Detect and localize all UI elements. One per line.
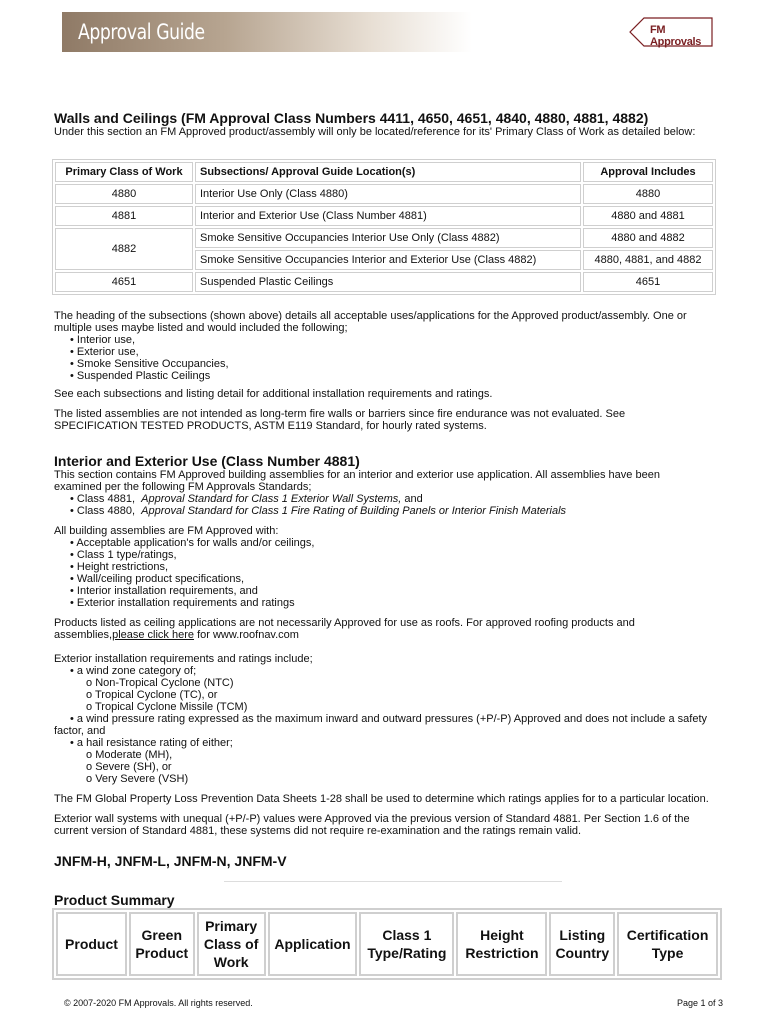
approval-guide-banner	[62, 12, 472, 52]
list-item: • a wind zone category of;	[70, 665, 722, 677]
assemblies-paragraph-line: SPECIFICATION TESTED PRODUCTS, ASTM E119 Standard, for hourly rated systems.	[54, 420, 487, 432]
standard-class: Class 4880,	[76, 505, 142, 517]
table-row	[55, 206, 713, 226]
table-cell: 4880	[583, 184, 713, 204]
list-item: • Suspended Plastic Ceilings	[70, 370, 722, 382]
approved-with-list	[54, 537, 722, 609]
standard-name: Approval Standard for Class 1 Fire Rating of Building Panels or Interior Finish Materials	[141, 505, 567, 517]
exterior-list	[54, 665, 722, 677]
roof-paragraph-line	[54, 629, 722, 641]
table-cell: 4651	[55, 272, 193, 292]
logo-text: FM Approvals	[650, 24, 702, 48]
table-header: Primary Class of Work	[55, 162, 193, 182]
summary-header: Primary Class of Work	[197, 912, 266, 976]
table-cell: Interior Use Only (Class 4880)	[195, 184, 581, 204]
table-cell: Smoke Sensitive Occupancies Interior and Exterior Use (Class 4882)	[195, 250, 581, 270]
table-cell: 4651	[583, 272, 713, 292]
table-header: Approval Includes	[583, 162, 713, 182]
list-item: • Acceptable application's for walls and/or ceilings,	[70, 537, 722, 549]
datasheets-paragraph: The FM Global Property Loss Prevention Data Sheets 1-28 shall be used to determine which ratings applies for to a particular location.	[54, 793, 709, 805]
summary-header: Listing Country	[549, 912, 615, 976]
product-summary-title: Product Summary	[54, 892, 175, 908]
list-item: • Exterior use,	[70, 346, 722, 358]
wind-zone-list	[54, 677, 722, 713]
unequal-paragraph-line: Exterior wall systems with unequal (+P/-P) values were Approved via the previous version of Standard 4881. Per Section 1.6 of the	[54, 813, 690, 825]
summary-header: Product	[56, 912, 127, 976]
exterior-list	[54, 713, 722, 725]
wind-pressure-continuation: factor, and	[54, 725, 106, 737]
list-item: • a hail resistance rating of either;	[70, 737, 722, 749]
exterior-list	[54, 737, 722, 749]
subsection-table	[52, 159, 716, 295]
standard-class: Class 4881,	[76, 493, 142, 505]
summary-header: Class 1 Type/Rating	[359, 912, 454, 976]
uses-paragraph-line: multiple uses maybe listed and would included the following;	[54, 322, 348, 334]
section-intro-line: This section contains FM Approved building assemblies for an interior and exterior use application. All assemblies have been	[54, 469, 660, 481]
list-item: • Interior installation requirements, and	[70, 585, 722, 597]
list-item: • Smoke Sensitive Occupancies,	[70, 358, 722, 370]
list-item: o Severe (SH), or	[86, 761, 722, 773]
list-item: • Wall/ceiling product specifications,	[70, 573, 722, 585]
section-title-interior-exterior: Interior and Exterior Use (Class Number 4881)	[54, 453, 360, 469]
table-row	[55, 272, 713, 292]
table-row	[55, 228, 713, 248]
table-cell: 4880, 4881, and 4882	[583, 250, 713, 270]
summary-header: Certification Type	[617, 912, 718, 976]
approved-with-label: All building assemblies are FM Approved with:	[54, 525, 279, 537]
banner-title: Approval Guide	[78, 20, 205, 44]
roof-paragraph-line: Products listed as ceiling applications are not necessarily Approved for use as roofs. For approved roofing products and	[54, 617, 635, 629]
table-cell: Smoke Sensitive Occupancies Interior Use Only (Class 4882)	[195, 228, 581, 248]
list-item	[70, 493, 722, 505]
table-cell: 4882	[55, 228, 193, 270]
list-item: o Moderate (MH),	[86, 749, 722, 761]
list-item: o Very Severe (VSH)	[86, 773, 722, 785]
summary-header-row	[56, 912, 718, 976]
list-item: • Exterior installation requirements and ratings	[70, 597, 722, 609]
fm-approvals-logo	[628, 16, 714, 48]
list-item: • Height restrictions,	[70, 561, 722, 573]
standard-name: Approval Standard for Class 1 Exterior Wall Systems,	[141, 493, 402, 505]
section-title-walls-ceilings: Walls and Ceilings (FM Approval Class Numbers 4411, 4650, 4651, 4840, 4880, 4881, 4882)	[54, 110, 649, 126]
list-item: • Interior use,	[70, 334, 722, 346]
uses-paragraph-line: The heading of the subsections (shown above) details all acceptable uses/applications for the Approved product/assembly. One or	[54, 310, 687, 322]
product-codes-title: JNFM-H, JNFM-L, JNFM-N, JNFM-V	[54, 853, 287, 869]
copyright-text: © 2007-2020 FM Approvals. All rights reserved.	[64, 998, 253, 1008]
list-item: o Non-Tropical Cyclone (NTC)	[86, 677, 722, 689]
list-item: • Class 1 type/ratings,	[70, 549, 722, 561]
unequal-paragraph-line: current version of Standard 4881, these systems did not require re-examination and the ratings remain valid.	[54, 825, 582, 837]
table-cell: 4881	[55, 206, 193, 226]
roofnav-link[interactable]: please click here	[112, 629, 195, 641]
subsection-paragraph: See each subsections and listing detail for additional installation requirements and ratings.	[54, 388, 493, 400]
roof-pre: assemblies,	[54, 629, 113, 641]
table-row	[55, 184, 713, 204]
assemblies-paragraph-line: The listed assemblies are not intended as long-term fire walls or barriers since fire endurance was not evaluated. See	[54, 408, 626, 420]
table-cell: 4880	[55, 184, 193, 204]
table-cell: Suspended Plastic Ceilings	[195, 272, 581, 292]
list-item: • a wind pressure rating expressed as the maximum inward and outward pressures (+P/-P) Approved and does not include a safety	[70, 713, 722, 725]
section-intro: Under this section an FM Approved product/assembly will only be located/reference for its' Primary Class of Work as detailed below:	[54, 126, 696, 138]
table-header: Subsections/ Approval Guide Location(s)	[195, 162, 581, 182]
page-number: Page 1 of 3	[677, 998, 724, 1008]
summary-header: Application	[268, 912, 358, 976]
exterior-label: Exterior installation requirements and ratings include;	[54, 653, 313, 665]
table-cell: 4880 and 4882	[583, 228, 713, 248]
hail-list	[54, 749, 722, 785]
list-item	[70, 505, 722, 517]
section-intro-line: examined per the following FM Approvals Standards;	[54, 481, 312, 493]
list-item: o Tropical Cyclone Missile (TCM)	[86, 701, 722, 713]
table-cell: Interior and Exterior Use (Class Number 4881)	[195, 206, 581, 226]
standards-list	[54, 493, 722, 517]
roof-post: for www.roofnav.com	[194, 629, 299, 641]
uses-list	[54, 334, 722, 382]
standard-suffix: and	[401, 493, 423, 505]
document-body	[54, 110, 722, 980]
product-summary-table	[52, 908, 722, 980]
list-item: o Tropical Cyclone (TC), or	[86, 689, 722, 701]
summary-header: Height Restriction	[456, 912, 547, 976]
summary-header: Green Product	[129, 912, 195, 976]
table-cell: 4880 and 4881	[583, 206, 713, 226]
table-header-row	[55, 162, 713, 182]
